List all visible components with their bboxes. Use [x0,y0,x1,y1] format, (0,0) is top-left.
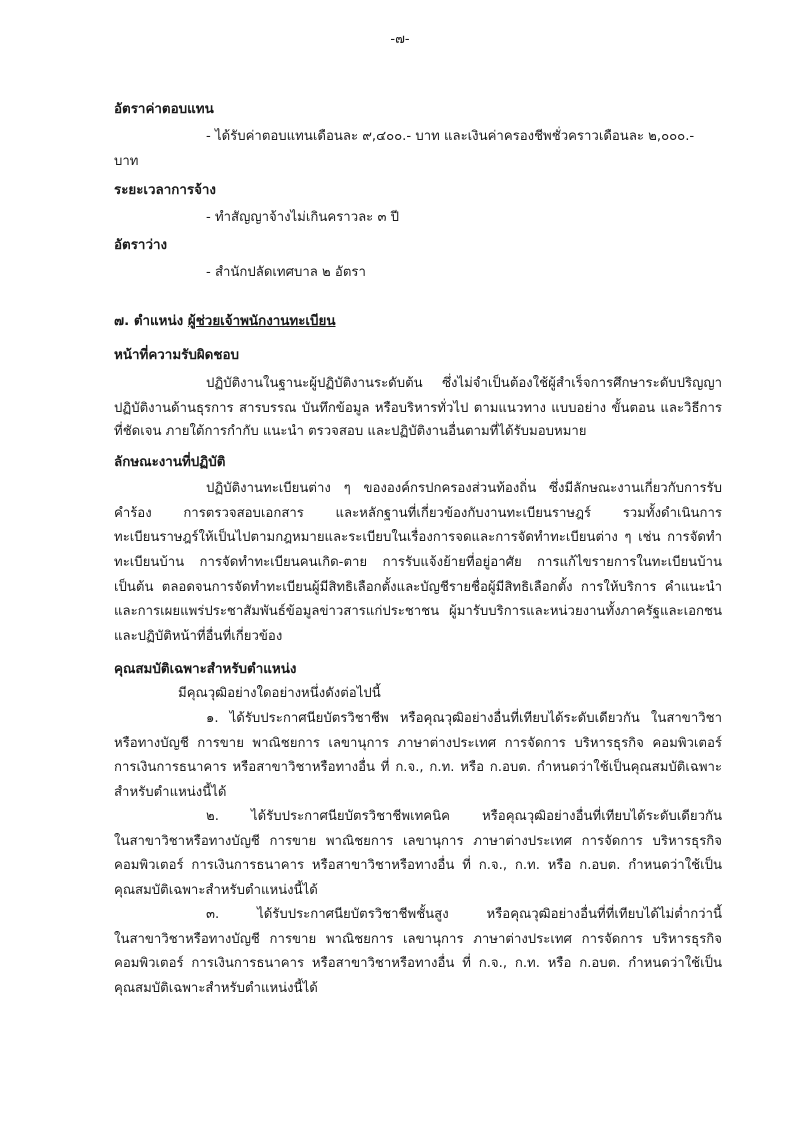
qualification-line: คุณสมบัติเฉพาะสำหรับตำแหน่งนี้ได้ [114,883,318,898]
duties-line: ปฏิบัติงานด้านธุรการ สารบรรณ บันทึกข้อมูล หรือบริหารทั่วไป ตามแนวทาง แบบอย่าง ขั้นตอน และวิธีการ [114,401,722,416]
qualification-line: สำหรับตำแหน่งนี้ได้ [114,785,227,800]
work-nature-line: เป็นต้น ตลอดจนการจัดทำทะเบียนผู้มีสิทธิเลือกตั้งและบัญชีรายชื่อผู้มีสิทธิเลือกตั้ง การให้บริการ คำแนะนำ [114,580,722,595]
compensation-heading: อัตราค่าตอบแทน [114,102,214,117]
qualification-line: ในสาขาวิชาหรือทางบัญชี การขาย พาณิชยการ เลขานุการ ภาษาต่างประเทศ การจัดการ บริหารธุรกิจ [114,834,722,849]
position-title: ผู้ช่วยเจ้าพนักงานทะเบียน [187,314,336,329]
work-nature-line: และปฏิบัติหน้าที่อื่นที่เกี่ยวข้อง [114,629,283,644]
employment-period-line: - ทำสัญญาจ้างไม่เกินคราวละ ๓ ปี [206,210,400,225]
vacancies-line: - สำนักปลัดเทศบาล ๒ อัตรา [206,265,366,280]
work-nature-line: ทะเบียนราษฎร์ให้เป็นไปตามกฎหมายและระเบียบในเรื่องการจดและการจัดทำทะเบียนต่าง ๆ เช่น การจัดทำ [114,530,722,545]
duties-line: ปฏิบัติงานในฐานะผู้ปฏิบัติงานระดับต้น ซึ่งไม่จำเป็นต้องใช้ผู้สำเร็จการศึกษาระดับปริญญา [206,376,722,391]
qualification-line: หรือทางบัญชี การขาย พาณิชยการ เลขานุการ ภาษาต่างประเทศ การจัดการ บริหารธุรกิจ คอมพิวเตอร์ [114,736,722,751]
work-nature-line: ปฏิบัติงานทะเบียนต่าง ๆ ขององค์กรปกครองส่วนท้องถิ่น ซึ่งมีลักษณะงานเกี่ยวกับการรับ [206,481,722,496]
duties-line: ที่ชัดเจน ภายใต้การกำกับ แนะนำ ตรวจสอบ และปฏิบัติงานอื่นตามที่ได้รับมอบหมาย [114,424,587,439]
qualification-line: ๑. ได้รับประกาศนียบัตรวิชาชีพ หรือคุณวุฒิอย่างอื่นที่เทียบได้ระดับเดียวกัน ในสาขาวิชา [206,711,722,726]
qualifications-heading: คุณสมบัติเฉพาะสำหรับตำแหน่ง [114,662,297,677]
qualification-line: คอมพิวเตอร์ การเงินการธนาคาร หรือสาขาวิชาหรือทางอื่น ที่ ก.จ., ก.ท. หรือ ก.อบต. กำหนดว่าใช้เป็น [114,956,722,971]
work-nature-line: และการเผยแพร่ประชาสัมพันธ์ข้อมูลข่าวสารแก่ประชาชน ผู้มารับบริการและหน่วยงานทั้งภาครัฐและเอกชน [114,604,722,619]
page-number: -๗- [390,32,410,47]
work-nature-line: คำร้อง การตรวจสอบเอกสาร และหลักฐานที่เกี่ยวข้องกับงานทะเบียนราษฎร์ รวมทั้งดำเนินการ [114,506,722,521]
work-nature-heading: ลักษณะงานที่ปฏิบัติ [114,455,226,470]
qualification-line: คอมพิวเตอร์ การเงินการธนาคาร หรือสาขาวิชาหรือทางอื่น ที่ ก.จ., ก.ท. หรือ ก.อบต. กำหนดว่าใช้เป็น [114,858,722,873]
compensation-line: - ได้รับค่าตอบแทนเดือนละ ๙,๔๐๐.- บาท และเงินค่าครองชีพชั่วคราวเดือนละ ๒,๐๐๐.- [206,129,695,144]
qualifications-intro: มีคุณวุฒิอย่างใดอย่างหนึ่งดังต่อไปนี้ [178,686,381,701]
work-nature-line: ทะเบียนบ้าน การจัดทำทะเบียนคนเกิด-ตาย การรับแจ้งย้ายที่อยู่อาศัย การแก้ไขรายการในทะเบียนบ้าน [114,555,722,570]
duties-heading: หน้าที่ความรับผิดชอบ [114,348,240,363]
qualification-line: ๓. ได้รับประกาศนียบัตรวิชาชีพชั้นสูง หรือคุณวุฒิอย่างอื่นที่ที่เทียบได้ไม่ต่ำกว่านี้ [206,907,722,922]
qualification-line: ๒. ได้รับประกาศนียบัตรวิชาชีพเทคนิค หรือคุณวุฒิอย่างอื่นที่เทียบได้ระดับเดียวกัน [206,809,722,824]
vacancies-heading: อัตราว่าง [114,238,168,253]
position-heading [114,311,722,333]
compensation-line: บาท [114,154,139,169]
qualification-line: ในสาขาวิชาหรือทางบัญชี การขาย พาณิชยการ เลขานุการ ภาษาต่างประเทศ การจัดการ บริหารธุรกิจ [114,932,722,947]
qualification-line: คุณสมบัติเฉพาะสำหรับตำแหน่งนี้ได้ [114,981,318,996]
position-prefix: ๗. ตำแหน่ง [114,314,188,329]
qualification-line: การเงินการธนาคาร หรือสาขาวิชาหรือทางอื่น ที่ ก.จ., ก.ท. หรือ ก.อบต. กำหนดว่าใช้เป็นคุณสมบัติเฉพาะ [114,760,722,775]
employment-period-heading: ระยะเวลาการจ้าง [114,183,216,198]
